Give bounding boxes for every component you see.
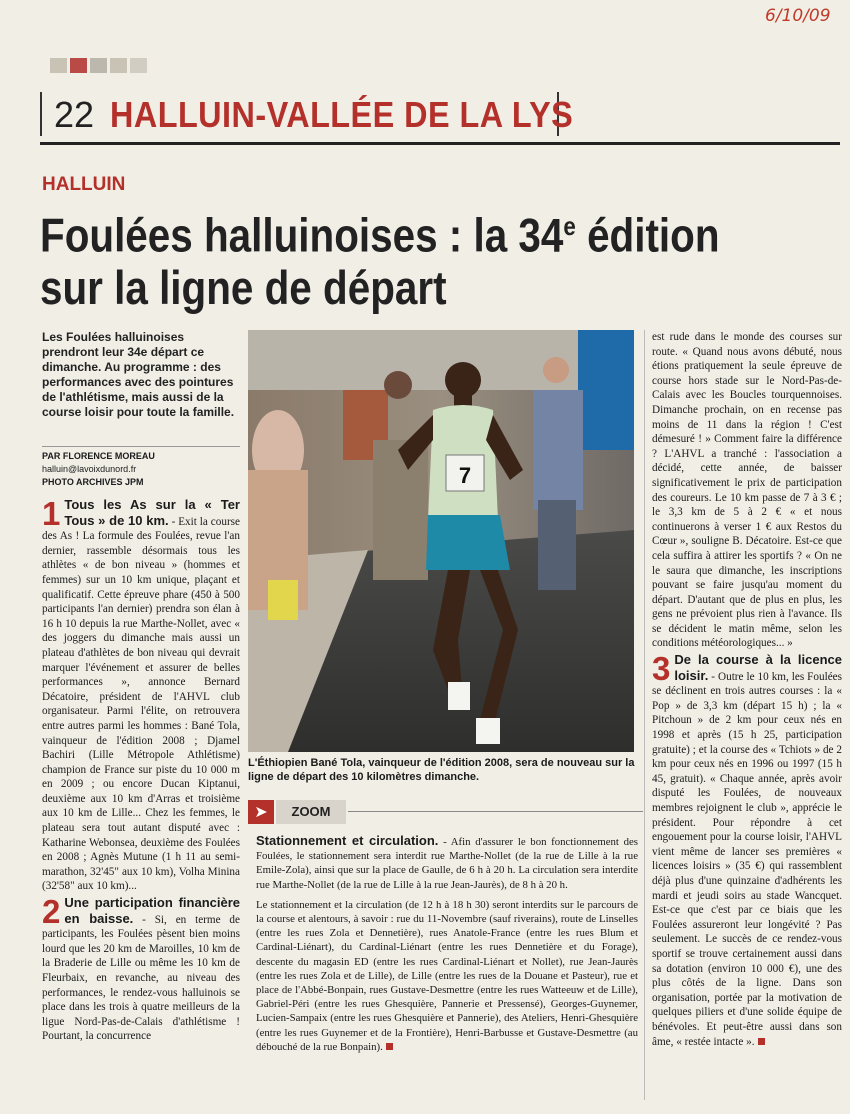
section-text-continued: est rude dans le monde des courses sur route. « Quand nous avons débuté, nous étions pratiquement la seule épreuve de course hors stade sur le Nord-Pas-de-Calais avec les Boucles tourquennoises. Dimanche prochain, on en recense pas moins de 11 dans la région ! C'est démesuré ! » Comment faire la différence ? L'AHVL a tranché : l'association a décidé, cette année, de baisser significativement le prix de participation des coureurs. Le 10 km passe de 7 à 3 € ; le 3,3 km de 5 à 2 € « et nous continuerons à verser 1 € aux Restos du Cœur », souligne B. Décatoire. Est-ce que cela suffira à attirer les sportifs ? « On ne le saura que dimanche, les inscriptions pouvant se faire jusqu'au moment du départ. D'autant que de plus en plus, les gens ne prévoient plus rien à l'avance. Ils se décident le matin même, selon les conditions météorologiques... » — [652, 331, 842, 650]
headline-line1-b: édition — [575, 208, 720, 262]
zoom-paragraph-1 — [256, 834, 638, 892]
arrow-icon: ➤ — [248, 800, 274, 824]
headline-line2: sur la ligne de départ — [40, 260, 447, 314]
handwritten-date: 6/10/09 — [765, 6, 831, 26]
photo-illustration — [248, 330, 634, 752]
column-divider — [644, 330, 645, 1100]
section-text: - Outre le 10 km, les Foulées se déclinent en trois autres courses : la « Pop » de 3,3 km (départ 15 h) ; la « Pitchoun » de 2 km pour ceux nés en 1998 et après (15 h 25, participation gratuite) ; et la course des « Tchiots » de 2 km pour ceux nés en 1996 ou 1997 (15 h 45, gratuit). « Chaque année, après avoir disputé les Foulées, de nouveaux membres rejoignent le club », apprécie le président. Pour répondre à cet engouement pour la course loisir, l'AHVL vient même de lancer ses premières « licences loisirs » (35 €) qui rassemblent déjà plus d'une quinzaine d'adhérents les mardi et jeudi soirs au stade Wancquet. Est-ce que c'est par ce biais que les Foulées assureront leur longévité ? Pas seulement. Le succès de ce rendez-vous sportif se trouve certainement aussi dans sa dotation (environ 10 000 €), une des plus côtés de la ligne. Dans son organisation, portée par la motivation de quelques piliers et d'une solide équipe de bénévoles. Et peut-être aussi dans son âme, « restée intacte ». — [652, 670, 842, 1048]
zoom-bar — [248, 800, 643, 824]
headline-line1-a: Foulées halluinoises : la 34 — [40, 208, 564, 262]
zoom-p1: - Afin d'assurer le bon fonctionnement des Foulées, le stationnement sera interdit rue Marthe-Nollet (de la rue de Lille à la rue Emile-Zola), ainsi que sur la place de Gaulle, de 6 h à 20 h. La circulation sera interdite rue Marthe-Nollet (de la rue de Lille à la rue Jean-Jaurès), de 8 h à 20 h. — [256, 836, 639, 891]
section-title: Une participation financière en baisse. — [64, 895, 240, 926]
section-2-continued — [652, 330, 842, 651]
byline — [42, 446, 240, 489]
zoom-divider — [348, 811, 643, 812]
swatch — [130, 58, 147, 73]
photo-credit: PHOTO ARCHIVES JPM — [42, 477, 144, 487]
end-mark — [758, 1038, 765, 1045]
zoom-label: ZOOM — [276, 800, 346, 824]
section-title: HALLUIN-VALLÉE DE LA LYS — [110, 94, 574, 135]
zoom-heading: Stationnement et circulation. — [256, 833, 439, 848]
swatch — [50, 58, 67, 73]
bib-number: 7 — [458, 463, 472, 488]
section-number: 1 — [42, 495, 61, 532]
color-swatches — [50, 58, 147, 73]
runner-photo — [248, 330, 634, 752]
section-text: - Si, en terme de participants, les Foulées pèsent bien moins lourd que les 20 km de Maroilles, 10 km de la Braderie de Lille ou même les 10 km de Fleurbaix, en revanche, au niveau des performances, le rendez-vous halluinois se place dans les trois à quatre meilleurs de la ligue Nord-Pas-de-Calais d'athlétisme ! Pourtant, la concurrence — [42, 913, 240, 1043]
article-column-right — [652, 330, 842, 1051]
zoom-p2: Le stationnement et la circulation (de 12 h à 18 h 30) seront interdits sur le parcours de la course et alentours, à savoir : rue du 11-Novembre (sauf riverains), route de Linselles (entre les rues Zola et Dennetière), rues Anatole-France (entre les rues Blum et Cardinal-Liénart), du Cardinal-Liénart (entre les rues Dennetière et du Forage), descente du magasin ED (entre les rues Cardinal-Liénart et Nollet), rue Jean-Jaurès (entre les rues Zola et de Lille), de Lille (entre les rues de la Douane et Pasteur), rue et place de l'Abbé-Bonpain, rues Gustave-Desmettre (entre les rues Watteeuw et de Lille), Gabriel-Péri (entre les rues Ghesquière, Pannerie et Pressensé), Georges-Guynemer, Lucien-Sampaix (entre les rues Ghesquière et Pannerie), des Ateliers, Henri-Ghesquière (entre les rues Guynemer et de la Frontière), Henri-Barbusse et Gustave-Desmettre (au débouché de la rue Bonpain). — [256, 898, 638, 1053]
headline — [40, 200, 720, 314]
kicker: HALLUIN — [42, 174, 126, 195]
swatch — [110, 58, 127, 73]
section-number: 2 — [42, 893, 61, 931]
header-rule — [40, 142, 840, 145]
swatch — [90, 58, 107, 73]
email: halluin@lavoixdunord.fr — [42, 464, 137, 474]
zoom-box — [256, 834, 638, 1056]
headline-sup: e — [563, 211, 576, 241]
section-number: 3 — [652, 650, 671, 688]
section-2 — [42, 893, 240, 1044]
section-title: Tous les As sur la « Ter Tous » de 10 km. — [64, 497, 240, 528]
lede: Les Foulées halluinoises prendront leur 34e départ ce dimanche. Au programme : des performances avec des pointures de l'athlétisme, mais aussi de la course loisir pour toute la famille. — [42, 330, 235, 419]
section-3 — [652, 650, 842, 1049]
section-title: De la course à la licence loisir. — [674, 652, 842, 683]
author: PAR FLORENCE MOREAU — [42, 451, 155, 461]
zoom-paragraph-2 — [256, 898, 638, 1054]
section-text: - Exit la course des As ! La formule des Foulées, revue l'an dernier, rassemble désormais tous les athlètes « de bon niveau » (hommes et femmes) sur un 10 km unique, plaçant et qualificatif. Cette épreuve phare (450 à 500 participants l'an dernier) prendra son élan à 16 h 10 depuis la rue Marthe-Nollet, avec « des joggers du dimanche mais aussi un plateau d'athlètes de bon niveau qui devrait marquer l'événement et assurer de belles performances », annonce Bernard Décatoire, président de l'AHVL club organisateur. Parmi l'élite, on retrouvera entre autres parmi les hommes : Bané Tola, vainqueur de l'édition 2008 ; Djamel Bachiri (Lille Métropole Athlétisme) champion de France sur piste du 10 000 m en 2009 ; ou encore Ducan Kiptanui, deuxième aux 10 km d'Arras et troisième aux 10 km de Lille... Chez les femmes, le plateau sera tout autant disputé avec : Katharine Webonsea, deuxième des Foulées en 2008 ; Agnès Mutune (1 h 11 au semi-marathon, 32'45" aux 10 km), Volha Minina (32'58" aux 10 km)... — [42, 515, 240, 893]
section-1 — [42, 495, 240, 894]
page-header — [40, 92, 820, 142]
page-number: 22 — [54, 94, 95, 135]
end-mark — [386, 1043, 393, 1050]
photo-caption: L'Éthiopien Bané Tola, vainqueur de l'édition 2008, sera de nouveau sur la ligne de départ des 10 kilomètres dimanche. — [248, 757, 635, 783]
article-column-left — [42, 495, 240, 1046]
swatch — [70, 58, 87, 73]
